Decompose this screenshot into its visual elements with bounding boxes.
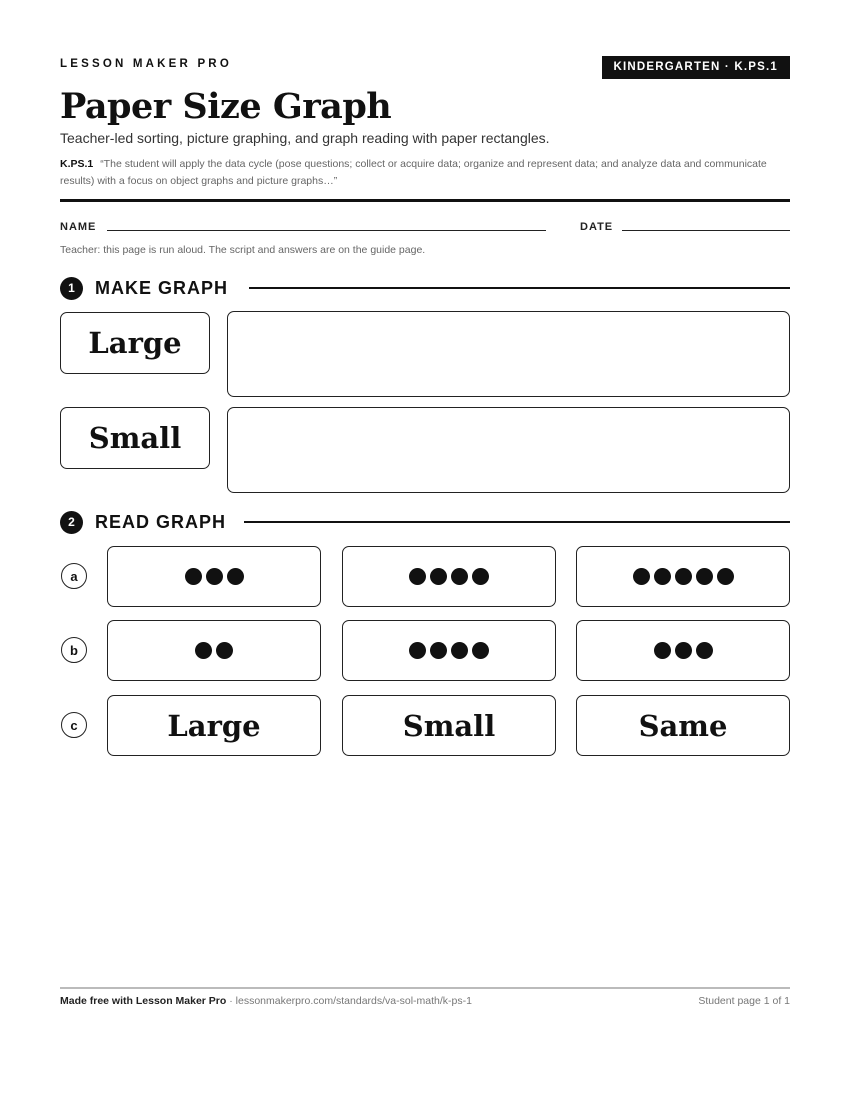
dot-icon	[409, 568, 426, 585]
graph-label-large: Large	[60, 312, 210, 374]
dot-group	[654, 642, 713, 659]
dot-icon	[185, 568, 202, 585]
dot-icon	[451, 568, 468, 585]
date-field[interactable]	[622, 230, 790, 231]
header-divider	[60, 199, 790, 202]
footer-divider	[60, 987, 790, 989]
answer-choice-c-2[interactable]	[342, 695, 556, 756]
section-make-graph-header	[60, 275, 228, 301]
date-label: DATE	[580, 221, 614, 233]
teacher-note: Teacher: this page is run aloud. The script and answers are on the guide page.	[60, 244, 426, 256]
dot-icon	[206, 568, 223, 585]
section-divider	[249, 287, 790, 289]
dot-icon	[654, 568, 671, 585]
dot-icon	[472, 568, 489, 585]
dot-icon	[409, 642, 426, 659]
row-letter-a: a	[61, 563, 87, 589]
dot-icon	[227, 568, 244, 585]
section-title: READ GRAPH	[95, 511, 227, 532]
answer-choice-a-1[interactable]	[107, 546, 321, 607]
dot-group	[409, 568, 489, 585]
dot-group	[409, 642, 489, 659]
dot-icon	[633, 568, 650, 585]
dot-icon	[195, 642, 212, 659]
answer-choice-b-3[interactable]	[576, 620, 790, 681]
dot-icon	[216, 642, 233, 659]
choice-word: Small	[402, 708, 496, 743]
footer-url[interactable]: · lessonmakerpro.com/standards/va-sol-math/k-ps-1	[226, 995, 472, 1007]
grade-badge: KINDERGARTEN · K.PS.1	[602, 56, 791, 79]
dot-icon	[451, 642, 468, 659]
answer-choice-b-2[interactable]	[342, 620, 556, 681]
page-subtitle: Teacher-led sorting, picture graphing, and graph reading with paper rectangles.	[60, 130, 550, 146]
dot-group	[633, 568, 734, 585]
section-divider	[244, 521, 790, 523]
dot-icon	[430, 568, 447, 585]
answer-choice-a-3[interactable]	[576, 546, 790, 607]
dot-icon	[675, 568, 692, 585]
name-label: NAME	[60, 221, 97, 233]
section-title: MAKE GRAPH	[95, 277, 229, 298]
dot-icon	[430, 642, 447, 659]
name-field[interactable]	[107, 230, 546, 231]
dot-group	[195, 642, 233, 659]
section-number: 1	[60, 277, 83, 300]
dot-icon	[696, 568, 713, 585]
dot-group	[185, 568, 244, 585]
answer-choice-a-2[interactable]	[342, 546, 556, 607]
standard-code: K.PS.1	[60, 158, 94, 170]
graph-area-small[interactable]	[227, 407, 790, 493]
answer-choice-c-3[interactable]	[576, 695, 790, 756]
footer-credit	[60, 995, 472, 1007]
answer-choice-c-1[interactable]	[107, 695, 321, 756]
standard-text: “The student will apply the data cycle (pose questions; collect or acquire data; organize and represent data; and analyze data and communicate results) with a focus on object graphs and picture graphs…”	[60, 158, 767, 187]
answer-choice-b-1[interactable]	[107, 620, 321, 681]
footer-page-number: Student page 1 of 1	[698, 995, 790, 1007]
graph-area-large[interactable]	[227, 311, 790, 397]
row-letter-b: b	[61, 637, 87, 663]
section-number: 2	[60, 511, 83, 534]
dot-icon	[654, 642, 671, 659]
graph-label-small: Small	[60, 407, 210, 469]
choice-word: Same	[638, 708, 728, 743]
dot-icon	[472, 642, 489, 659]
row-letter-c: c	[61, 712, 87, 738]
dot-icon	[717, 568, 734, 585]
footer-made-with: Made free with Lesson Maker Pro	[60, 995, 227, 1007]
choice-word: Large	[167, 708, 261, 743]
brand-name: LESSON MAKER PRO	[60, 58, 232, 70]
page-title: Paper Size Graph	[60, 86, 392, 127]
dot-icon	[696, 642, 713, 659]
dot-icon	[675, 642, 692, 659]
standard-description	[60, 156, 790, 189]
section-read-graph-header	[60, 509, 226, 535]
